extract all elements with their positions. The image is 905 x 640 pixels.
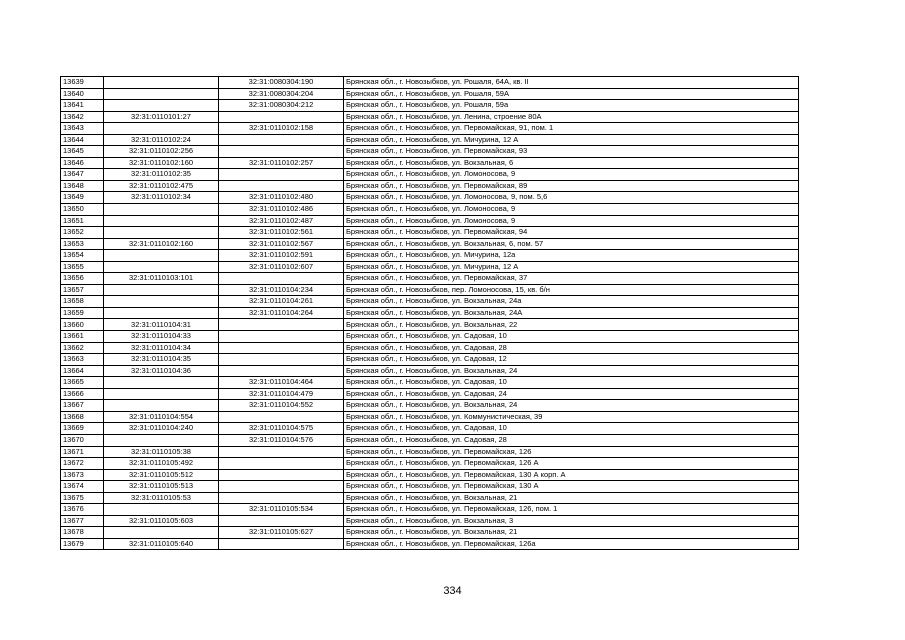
cadastral-number-cell: 32:31:0110104:34 [104, 342, 219, 354]
address-cell: Брянская обл., г. Новозыбков, ул. Ломоносова, 9 [344, 204, 799, 216]
building-cadastral-number-cell: 32:31:0110104:575 [219, 423, 344, 435]
row-number-cell: 13678 [61, 527, 104, 539]
building-cadastral-number-cell: 32:31:0110102:257 [219, 157, 344, 169]
cadastral-number-cell: 32:31:0110104:36 [104, 365, 219, 377]
building-cadastral-number-cell: 32:31:0110104:261 [219, 296, 344, 308]
address-cell: Брянская обл., г. Новозыбков, ул. Рошаля, 64А, кв. II [344, 77, 799, 89]
cadastral-number-cell: 32:31:0110102:24 [104, 134, 219, 146]
building-cadastral-number-cell: 32:31:0110105:627 [219, 527, 344, 539]
table-row [61, 434, 799, 446]
cadastral-number-cell [104, 100, 219, 112]
cadastral-number-cell: 32:31:0110101:27 [104, 111, 219, 123]
building-cadastral-number-cell: 32:31:0110104:576 [219, 434, 344, 446]
table-row [61, 250, 799, 262]
table-row [61, 204, 799, 216]
table-row [61, 111, 799, 123]
cadastral-number-cell: 32:31:0110105:513 [104, 481, 219, 493]
property-registry-table [60, 76, 799, 550]
address-cell: Брянская обл., г. Новозыбков, ул. Первомайская, 94 [344, 227, 799, 239]
cadastral-number-cell: 32:31:0110102:475 [104, 180, 219, 192]
building-cadastral-number-cell [219, 111, 344, 123]
cadastral-number-cell: 32:31:0110104:31 [104, 319, 219, 331]
cadastral-number-cell: 32:31:0110102:160 [104, 238, 219, 250]
address-cell: Брянская обл., г. Новозыбков, ул. Первомайская, 93 [344, 146, 799, 158]
row-number-cell: 13659 [61, 307, 104, 319]
table-row [61, 446, 799, 458]
cadastral-number-cell [104, 77, 219, 89]
cadastral-number-cell [104, 527, 219, 539]
building-cadastral-number-cell: 32:31:0110104:234 [219, 284, 344, 296]
cadastral-number-cell: 32:31:0110104:240 [104, 423, 219, 435]
building-cadastral-number-cell: 32:31:0110102:561 [219, 227, 344, 239]
address-cell: Брянская обл., г. Новозыбков, ул. Первомайская, 91, пом. 1 [344, 123, 799, 135]
building-cadastral-number-cell [219, 446, 344, 458]
address-cell: Брянская обл., г. Новозыбков, ул. Первомайская, 89 [344, 180, 799, 192]
table-row [61, 365, 799, 377]
cadastral-number-cell: 32:31:0110102:35 [104, 169, 219, 181]
cadastral-number-cell [104, 307, 219, 319]
row-number-cell: 13660 [61, 319, 104, 331]
address-cell: Брянская обл., г. Новозыбков, ул. Ломоносова, 9 [344, 169, 799, 181]
cadastral-number-cell: 32:31:0110102:160 [104, 157, 219, 169]
cadastral-number-cell: 32:31:0110102:34 [104, 192, 219, 204]
address-cell: Брянская обл., г. Новозыбков, ул. Садовая, 10 [344, 423, 799, 435]
row-number-cell: 13648 [61, 180, 104, 192]
cadastral-number-cell: 32:31:0110105:603 [104, 515, 219, 527]
row-number-cell: 13651 [61, 215, 104, 227]
building-cadastral-number-cell: 32:31:0110104:552 [219, 400, 344, 412]
building-cadastral-number-cell [219, 169, 344, 181]
row-number-cell: 13644 [61, 134, 104, 146]
row-number-cell: 13669 [61, 423, 104, 435]
table-row [61, 157, 799, 169]
address-cell: Брянская обл., г. Новозыбков, ул. Ломоносова, 9, пом. 5,6 [344, 192, 799, 204]
cadastral-number-cell [104, 88, 219, 100]
address-cell: Брянская обл., г. Новозыбков, ул. Первомайская, 37 [344, 273, 799, 285]
cadastral-number-cell: 32:31:0110105:38 [104, 446, 219, 458]
cadastral-number-cell: 32:31:0110105:512 [104, 469, 219, 481]
address-cell: Брянская обл., г. Новозыбков, ул. Вокзальная, 24а [344, 296, 799, 308]
row-number-cell: 13668 [61, 411, 104, 423]
table-row [61, 88, 799, 100]
cadastral-number-cell [104, 215, 219, 227]
table-row [61, 377, 799, 389]
address-cell: Брянская обл., г. Новозыбков, ул. Ломоносова, 9 [344, 215, 799, 227]
row-number-cell: 13677 [61, 515, 104, 527]
table-row [61, 77, 799, 89]
building-cadastral-number-cell [219, 354, 344, 366]
cadastral-number-cell [104, 388, 219, 400]
cadastral-number-cell: 32:31:0110105:640 [104, 538, 219, 550]
building-cadastral-number-cell: 32:31:0080304:212 [219, 100, 344, 112]
building-cadastral-number-cell [219, 342, 344, 354]
row-number-cell: 13667 [61, 400, 104, 412]
cadastral-number-cell [104, 400, 219, 412]
building-cadastral-number-cell [219, 458, 344, 470]
row-number-cell: 13643 [61, 123, 104, 135]
row-number-cell: 13670 [61, 434, 104, 446]
address-cell: Брянская обл., г. Новозыбков, ул. Вокзальная, 24А [344, 307, 799, 319]
building-cadastral-number-cell: 32:31:0080304:190 [219, 77, 344, 89]
building-cadastral-number-cell: 32:31:0110102:607 [219, 261, 344, 273]
building-cadastral-number-cell [219, 481, 344, 493]
cadastral-number-cell: 32:31:0110104:33 [104, 331, 219, 343]
table-row [61, 481, 799, 493]
address-cell: Брянская обл., г. Новозыбков, ул. Вокзальная, 22 [344, 319, 799, 331]
row-number-cell: 13672 [61, 458, 104, 470]
row-number-cell: 13674 [61, 481, 104, 493]
table-row [61, 180, 799, 192]
row-number-cell: 13645 [61, 146, 104, 158]
address-cell: Брянская обл., г. Новозыбков, ул. Вокзальная, 6 [344, 157, 799, 169]
address-cell: Брянская обл., г. Новозыбков, ул. Первомайская, 130 А [344, 481, 799, 493]
cadastral-number-cell [104, 296, 219, 308]
table-row [61, 388, 799, 400]
table-row [61, 492, 799, 504]
table-row [61, 469, 799, 481]
building-cadastral-number-cell: 32:31:0110104:464 [219, 377, 344, 389]
cadastral-number-cell [104, 377, 219, 389]
building-cadastral-number-cell: 32:31:0110102:480 [219, 192, 344, 204]
address-cell: Брянская обл., г. Новозыбков, ул. Садовая, 24 [344, 388, 799, 400]
address-cell: Брянская обл., г. Новозыбков, ул. Первомайская, 130 А корп. А [344, 469, 799, 481]
building-cadastral-number-cell: 32:31:0110102:567 [219, 238, 344, 250]
row-number-cell: 13640 [61, 88, 104, 100]
cadastral-number-cell [104, 227, 219, 239]
address-cell: Брянская обл., г. Новозыбков, ул. Коммунистическая, 39 [344, 411, 799, 423]
table-row [61, 100, 799, 112]
building-cadastral-number-cell [219, 492, 344, 504]
cadastral-number-cell: 32:31:0110105:53 [104, 492, 219, 504]
building-cadastral-number-cell [219, 319, 344, 331]
table-row [61, 527, 799, 539]
building-cadastral-number-cell: 32:31:0110104:479 [219, 388, 344, 400]
building-cadastral-number-cell [219, 331, 344, 343]
row-number-cell: 13671 [61, 446, 104, 458]
row-number-cell: 13675 [61, 492, 104, 504]
address-cell: Брянская обл., г. Новозыбков, ул. Мичурина, 12а [344, 250, 799, 262]
row-number-cell: 13673 [61, 469, 104, 481]
row-number-cell: 13641 [61, 100, 104, 112]
cadastral-number-cell [104, 123, 219, 135]
cadastral-number-cell [104, 250, 219, 262]
building-cadastral-number-cell: 32:31:0110102:486 [219, 204, 344, 216]
address-cell: Брянская обл., г. Новозыбков, ул. Рошаля, 59А [344, 88, 799, 100]
row-number-cell: 13664 [61, 365, 104, 377]
row-number-cell: 13650 [61, 204, 104, 216]
cadastral-number-cell [104, 204, 219, 216]
row-number-cell: 13655 [61, 261, 104, 273]
address-cell: Брянская обл., г. Новозыбков, ул. Мичурина, 12 А [344, 261, 799, 273]
row-number-cell: 13663 [61, 354, 104, 366]
table-row [61, 192, 799, 204]
building-cadastral-number-cell: 32:31:0110102:591 [219, 250, 344, 262]
address-cell: Брянская обл., г. Новозыбков, ул. Мичурина, 12 А [344, 134, 799, 146]
row-number-cell: 13653 [61, 238, 104, 250]
table-row [61, 400, 799, 412]
table-row [61, 238, 799, 250]
address-cell: Брянская обл., г. Новозыбков, ул. Садовая, 28 [344, 434, 799, 446]
address-cell: Брянская обл., г. Новозыбков, ул. Вокзальная, 21 [344, 527, 799, 539]
table-row [61, 169, 799, 181]
row-number-cell: 13642 [61, 111, 104, 123]
table-row [61, 307, 799, 319]
cadastral-number-cell: 32:31:0110104:554 [104, 411, 219, 423]
table-body [61, 77, 799, 550]
row-number-cell: 13665 [61, 377, 104, 389]
table-row [61, 273, 799, 285]
table-row [61, 458, 799, 470]
row-number-cell: 13676 [61, 504, 104, 516]
table-row [61, 538, 799, 550]
row-number-cell: 13658 [61, 296, 104, 308]
address-cell: Брянская обл., г. Новозыбков, ул. Садовая, 12 [344, 354, 799, 366]
building-cadastral-number-cell: 32:31:0110104:264 [219, 307, 344, 319]
row-number-cell: 13654 [61, 250, 104, 262]
table-row [61, 134, 799, 146]
building-cadastral-number-cell [219, 411, 344, 423]
address-cell: Брянская обл., г. Новозыбков, ул. Рошаля, 59а [344, 100, 799, 112]
building-cadastral-number-cell [219, 134, 344, 146]
table-row [61, 331, 799, 343]
building-cadastral-number-cell [219, 146, 344, 158]
building-cadastral-number-cell [219, 515, 344, 527]
row-number-cell: 13646 [61, 157, 104, 169]
address-cell: Брянская обл., г. Новозыбков, ул. Первомайская, 126 [344, 446, 799, 458]
table-row [61, 296, 799, 308]
table-row [61, 284, 799, 296]
address-cell: Брянская обл., г. Новозыбков, ул. Первомайская, 126, пом. 1 [344, 504, 799, 516]
building-cadastral-number-cell [219, 538, 344, 550]
address-cell: Брянская обл., г. Новозыбков, ул. Садовая, 28 [344, 342, 799, 354]
cadastral-number-cell [104, 504, 219, 516]
row-number-cell: 13647 [61, 169, 104, 181]
building-cadastral-number-cell [219, 180, 344, 192]
table-row [61, 215, 799, 227]
table-row [61, 354, 799, 366]
table-row [61, 227, 799, 239]
building-cadastral-number-cell: 32:31:0110102:158 [219, 123, 344, 135]
building-cadastral-number-cell [219, 273, 344, 285]
building-cadastral-number-cell [219, 469, 344, 481]
cadastral-number-cell: 32:31:0110105:492 [104, 458, 219, 470]
address-cell: Брянская обл., г. Новозыбков, ул. Вокзальная, 24 [344, 400, 799, 412]
cadastral-number-cell: 32:31:0110102:256 [104, 146, 219, 158]
cadastral-number-cell: 32:31:0110104:35 [104, 354, 219, 366]
row-number-cell: 13652 [61, 227, 104, 239]
address-cell: Брянская обл., г. Новозыбков, ул. Садовая, 10 [344, 377, 799, 389]
cadastral-number-cell [104, 261, 219, 273]
address-cell: Брянская обл., г. Новозыбков, ул. Вокзальная, 3 [344, 515, 799, 527]
table-row [61, 411, 799, 423]
address-cell: Брянская обл., г. Новозыбков, ул. Вокзальная, 21 [344, 492, 799, 504]
page-number: 334 [443, 585, 462, 597]
row-number-cell: 13661 [61, 331, 104, 343]
address-cell: Брянская обл., г. Новозыбков, ул. Ленина, строение 80А [344, 111, 799, 123]
address-cell: Брянская обл., г. Новозыбков, ул. Первомайская, 126а [344, 538, 799, 550]
row-number-cell: 13656 [61, 273, 104, 285]
address-cell: Брянская обл., г. Новозыбков, ул. Первомайская, 126 А [344, 458, 799, 470]
building-cadastral-number-cell: 32:31:0110105:534 [219, 504, 344, 516]
row-number-cell: 13662 [61, 342, 104, 354]
table-row [61, 515, 799, 527]
address-cell: Брянская обл., г. Новозыбков, ул. Садовая, 10 [344, 331, 799, 343]
table-row [61, 146, 799, 158]
table-row [61, 342, 799, 354]
table-row [61, 504, 799, 516]
row-number-cell: 13657 [61, 284, 104, 296]
address-cell: Брянская обл., г. Новозыбков, пер. Ломоносова, 15, кв. б/н [344, 284, 799, 296]
row-number-cell: 13679 [61, 538, 104, 550]
cadastral-number-cell: 32:31:0110103:101 [104, 273, 219, 285]
cadastral-number-cell [104, 284, 219, 296]
address-cell: Брянская обл., г. Новозыбков, ул. Вокзальная, 6, пом. 57 [344, 238, 799, 250]
table-row [61, 123, 799, 135]
cadastral-number-cell [104, 434, 219, 446]
building-cadastral-number-cell: 32:31:0080304:204 [219, 88, 344, 100]
row-number-cell: 13649 [61, 192, 104, 204]
row-number-cell: 13639 [61, 77, 104, 89]
table-row [61, 423, 799, 435]
building-cadastral-number-cell [219, 365, 344, 377]
address-cell: Брянская обл., г. Новозыбков, ул. Вокзальная, 24 [344, 365, 799, 377]
building-cadastral-number-cell: 32:31:0110102:487 [219, 215, 344, 227]
table-row [61, 319, 799, 331]
row-number-cell: 13666 [61, 388, 104, 400]
table-row [61, 261, 799, 273]
